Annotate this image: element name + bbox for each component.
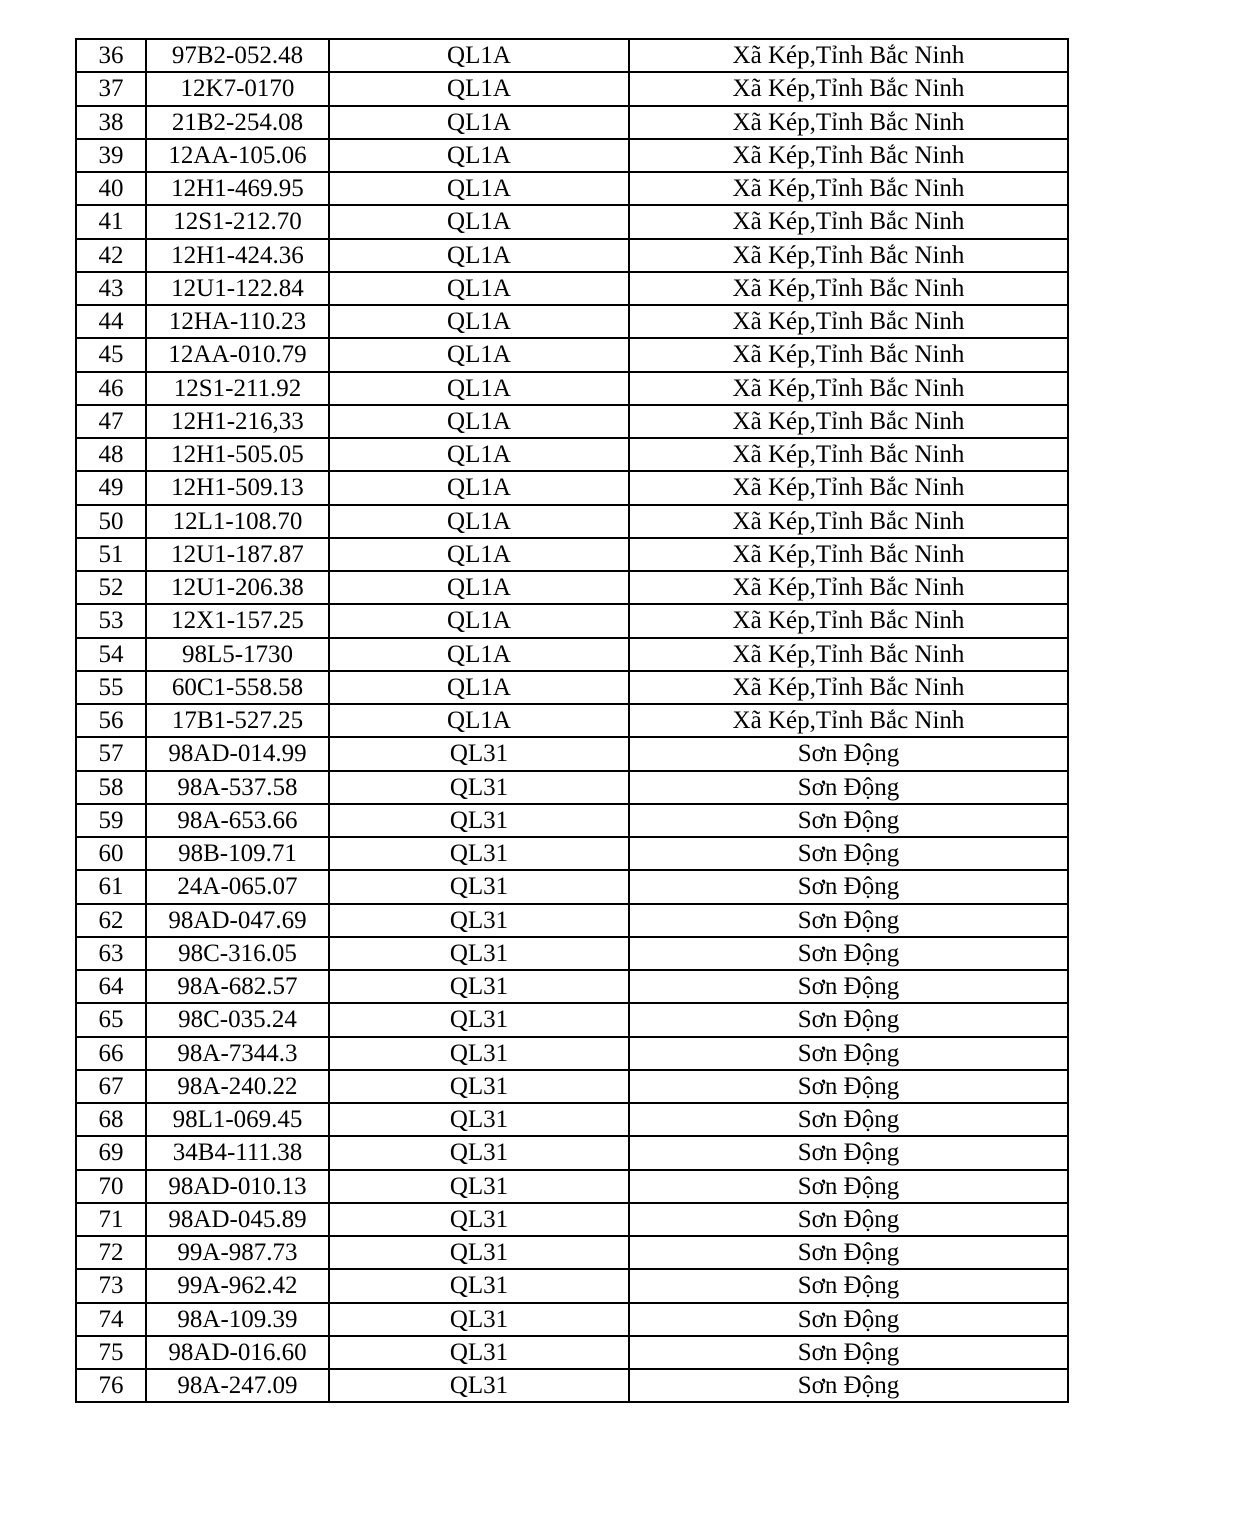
table-row bbox=[76, 505, 1068, 538]
road-cell: QL1A bbox=[329, 405, 629, 438]
location-cell: Sơn Động bbox=[629, 904, 1068, 937]
license-plate-cell: 98A-682.57 bbox=[146, 970, 329, 1003]
table-row bbox=[76, 438, 1068, 471]
table-row bbox=[76, 1136, 1068, 1169]
road-cell: QL1A bbox=[329, 205, 629, 238]
location-cell: Sơn Động bbox=[629, 937, 1068, 970]
road-cell: QL1A bbox=[329, 72, 629, 105]
row-number-cell: 60 bbox=[76, 837, 146, 870]
table-row bbox=[76, 1369, 1068, 1402]
road-cell: QL1A bbox=[329, 239, 629, 272]
location-cell: Sơn Động bbox=[629, 1369, 1068, 1402]
location-cell: Sơn Động bbox=[629, 1070, 1068, 1103]
row-number-cell: 39 bbox=[76, 139, 146, 172]
license-plate-cell: 24A-065.07 bbox=[146, 870, 329, 903]
location-cell: Sơn Động bbox=[629, 1336, 1068, 1369]
location-cell: Xã Kép,Tỉnh Bắc Ninh bbox=[629, 39, 1068, 72]
location-cell: Xã Kép,Tỉnh Bắc Ninh bbox=[629, 72, 1068, 105]
license-plate-cell: 21B2-254.08 bbox=[146, 106, 329, 139]
row-number-cell: 48 bbox=[76, 438, 146, 471]
location-cell: Xã Kép,Tỉnh Bắc Ninh bbox=[629, 505, 1068, 538]
license-plate-cell: 12AA-010.79 bbox=[146, 338, 329, 371]
license-plate-cell: 98B-109.71 bbox=[146, 837, 329, 870]
road-cell: QL31 bbox=[329, 837, 629, 870]
license-plate-cell: 99A-962.42 bbox=[146, 1269, 329, 1302]
license-plate-cell: 98C-035.24 bbox=[146, 1003, 329, 1036]
row-number-cell: 72 bbox=[76, 1236, 146, 1269]
license-plate-cell: 98AD-014.99 bbox=[146, 737, 329, 770]
row-number-cell: 61 bbox=[76, 870, 146, 903]
license-plate-cell: 12AA-105.06 bbox=[146, 139, 329, 172]
road-cell: QL1A bbox=[329, 704, 629, 737]
location-cell: Sơn Động bbox=[629, 1236, 1068, 1269]
table-row bbox=[76, 970, 1068, 1003]
license-plate-cell: 98A-247.09 bbox=[146, 1369, 329, 1402]
location-cell: Sơn Động bbox=[629, 1037, 1068, 1070]
road-cell: QL31 bbox=[329, 1236, 629, 1269]
row-number-cell: 70 bbox=[76, 1170, 146, 1203]
location-cell: Xã Kép,Tỉnh Bắc Ninh bbox=[629, 405, 1068, 438]
road-cell: QL1A bbox=[329, 139, 629, 172]
row-number-cell: 74 bbox=[76, 1303, 146, 1336]
table-row bbox=[76, 671, 1068, 704]
table-row bbox=[76, 1003, 1068, 1036]
row-number-cell: 37 bbox=[76, 72, 146, 105]
table-row bbox=[76, 604, 1068, 637]
row-number-cell: 45 bbox=[76, 338, 146, 371]
road-cell: QL31 bbox=[329, 1103, 629, 1136]
row-number-cell: 67 bbox=[76, 1070, 146, 1103]
table-row bbox=[76, 405, 1068, 438]
road-cell: QL31 bbox=[329, 1070, 629, 1103]
table-row bbox=[76, 638, 1068, 671]
table-row bbox=[76, 305, 1068, 338]
table-row bbox=[76, 538, 1068, 571]
row-number-cell: 73 bbox=[76, 1269, 146, 1302]
row-number-cell: 42 bbox=[76, 239, 146, 272]
location-cell: Xã Kép,Tỉnh Bắc Ninh bbox=[629, 272, 1068, 305]
table-row bbox=[76, 139, 1068, 172]
location-cell: Sơn Động bbox=[629, 1103, 1068, 1136]
vehicle-table-body bbox=[76, 39, 1068, 1402]
table-row bbox=[76, 1336, 1068, 1369]
row-number-cell: 63 bbox=[76, 937, 146, 970]
road-cell: QL31 bbox=[329, 1303, 629, 1336]
license-plate-cell: 34B4-111.38 bbox=[146, 1136, 329, 1169]
table-row bbox=[76, 1203, 1068, 1236]
license-plate-cell: 12H1-216,33 bbox=[146, 405, 329, 438]
location-cell: Sơn Động bbox=[629, 1136, 1068, 1169]
table-row bbox=[76, 272, 1068, 305]
road-cell: QL1A bbox=[329, 604, 629, 637]
row-number-cell: 62 bbox=[76, 904, 146, 937]
road-cell: QL1A bbox=[329, 471, 629, 504]
row-number-cell: 58 bbox=[76, 771, 146, 804]
table-row bbox=[76, 1236, 1068, 1269]
license-plate-cell: 17B1-527.25 bbox=[146, 704, 329, 737]
table-row bbox=[76, 804, 1068, 837]
license-plate-cell: 98L5-1730 bbox=[146, 638, 329, 671]
road-cell: QL31 bbox=[329, 970, 629, 1003]
row-number-cell: 49 bbox=[76, 471, 146, 504]
table-row bbox=[76, 1303, 1068, 1336]
road-cell: QL1A bbox=[329, 538, 629, 571]
row-number-cell: 54 bbox=[76, 638, 146, 671]
row-number-cell: 40 bbox=[76, 172, 146, 205]
table-row bbox=[76, 571, 1068, 604]
row-number-cell: 75 bbox=[76, 1336, 146, 1369]
license-plate-cell: 12H1-424.36 bbox=[146, 239, 329, 272]
row-number-cell: 69 bbox=[76, 1136, 146, 1169]
row-number-cell: 36 bbox=[76, 39, 146, 72]
license-plate-cell: 12HA-110.23 bbox=[146, 305, 329, 338]
row-number-cell: 71 bbox=[76, 1203, 146, 1236]
road-cell: QL1A bbox=[329, 39, 629, 72]
table-row bbox=[76, 837, 1068, 870]
vehicle-table bbox=[75, 38, 1069, 1403]
location-cell: Xã Kép,Tỉnh Bắc Ninh bbox=[629, 372, 1068, 405]
license-plate-cell: 98A-7344.3 bbox=[146, 1037, 329, 1070]
license-plate-cell: 12S1-211.92 bbox=[146, 372, 329, 405]
row-number-cell: 66 bbox=[76, 1037, 146, 1070]
row-number-cell: 51 bbox=[76, 538, 146, 571]
license-plate-cell: 12L1-108.70 bbox=[146, 505, 329, 538]
table-row bbox=[76, 1103, 1068, 1136]
license-plate-cell: 12K7-0170 bbox=[146, 72, 329, 105]
table-row bbox=[76, 937, 1068, 970]
location-cell: Xã Kép,Tỉnh Bắc Ninh bbox=[629, 638, 1068, 671]
license-plate-cell: 98A-537.58 bbox=[146, 771, 329, 804]
row-number-cell: 46 bbox=[76, 372, 146, 405]
road-cell: QL31 bbox=[329, 804, 629, 837]
road-cell: QL1A bbox=[329, 638, 629, 671]
road-cell: QL31 bbox=[329, 870, 629, 903]
location-cell: Sơn Động bbox=[629, 870, 1068, 903]
road-cell: QL31 bbox=[329, 904, 629, 937]
location-cell: Xã Kép,Tỉnh Bắc Ninh bbox=[629, 604, 1068, 637]
table-row bbox=[76, 771, 1068, 804]
road-cell: QL1A bbox=[329, 505, 629, 538]
license-plate-cell: 12X1-157.25 bbox=[146, 604, 329, 637]
row-number-cell: 52 bbox=[76, 571, 146, 604]
road-cell: QL1A bbox=[329, 671, 629, 704]
license-plate-cell: 97B2-052.48 bbox=[146, 39, 329, 72]
road-cell: QL31 bbox=[329, 1269, 629, 1302]
table-row bbox=[76, 1170, 1068, 1203]
row-number-cell: 57 bbox=[76, 737, 146, 770]
row-number-cell: 47 bbox=[76, 405, 146, 438]
road-cell: QL1A bbox=[329, 172, 629, 205]
road-cell: QL1A bbox=[329, 305, 629, 338]
table-row bbox=[76, 338, 1068, 371]
road-cell: QL31 bbox=[329, 1336, 629, 1369]
location-cell: Sơn Động bbox=[629, 1303, 1068, 1336]
table-row bbox=[76, 1269, 1068, 1302]
table-row bbox=[76, 704, 1068, 737]
license-plate-cell: 12H1-509.13 bbox=[146, 471, 329, 504]
road-cell: QL31 bbox=[329, 737, 629, 770]
location-cell: Sơn Động bbox=[629, 771, 1068, 804]
row-number-cell: 59 bbox=[76, 804, 146, 837]
row-number-cell: 44 bbox=[76, 305, 146, 338]
location-cell: Xã Kép,Tỉnh Bắc Ninh bbox=[629, 538, 1068, 571]
location-cell: Sơn Động bbox=[629, 804, 1068, 837]
road-cell: QL1A bbox=[329, 438, 629, 471]
location-cell: Sơn Động bbox=[629, 1269, 1068, 1302]
road-cell: QL31 bbox=[329, 1170, 629, 1203]
road-cell: QL1A bbox=[329, 106, 629, 139]
table-row bbox=[76, 72, 1068, 105]
row-number-cell: 55 bbox=[76, 671, 146, 704]
license-plate-cell: 98AD-010.13 bbox=[146, 1170, 329, 1203]
row-number-cell: 43 bbox=[76, 272, 146, 305]
table-row bbox=[76, 172, 1068, 205]
license-plate-cell: 12U1-206.38 bbox=[146, 571, 329, 604]
location-cell: Xã Kép,Tỉnh Bắc Ninh bbox=[629, 438, 1068, 471]
license-plate-cell: 60C1-558.58 bbox=[146, 671, 329, 704]
road-cell: QL1A bbox=[329, 372, 629, 405]
table-row bbox=[76, 471, 1068, 504]
license-plate-cell: 98A-653.66 bbox=[146, 804, 329, 837]
table-row bbox=[76, 39, 1068, 72]
location-cell: Xã Kép,Tỉnh Bắc Ninh bbox=[629, 305, 1068, 338]
location-cell: Xã Kép,Tỉnh Bắc Ninh bbox=[629, 704, 1068, 737]
location-cell: Xã Kép,Tỉnh Bắc Ninh bbox=[629, 106, 1068, 139]
location-cell: Sơn Động bbox=[629, 970, 1068, 1003]
table-row bbox=[76, 239, 1068, 272]
location-cell: Xã Kép,Tỉnh Bắc Ninh bbox=[629, 139, 1068, 172]
license-plate-cell: 12U1-122.84 bbox=[146, 272, 329, 305]
table-row bbox=[76, 737, 1068, 770]
row-number-cell: 53 bbox=[76, 604, 146, 637]
license-plate-cell: 98AD-045.89 bbox=[146, 1203, 329, 1236]
location-cell: Xã Kép,Tỉnh Bắc Ninh bbox=[629, 571, 1068, 604]
location-cell: Xã Kép,Tỉnh Bắc Ninh bbox=[629, 671, 1068, 704]
road-cell: QL31 bbox=[329, 1203, 629, 1236]
table-row bbox=[76, 1070, 1068, 1103]
license-plate-cell: 12H1-469.95 bbox=[146, 172, 329, 205]
location-cell: Xã Kép,Tỉnh Bắc Ninh bbox=[629, 471, 1068, 504]
location-cell: Xã Kép,Tỉnh Bắc Ninh bbox=[629, 172, 1068, 205]
row-number-cell: 41 bbox=[76, 205, 146, 238]
location-cell: Xã Kép,Tỉnh Bắc Ninh bbox=[629, 338, 1068, 371]
table-row bbox=[76, 870, 1068, 903]
license-plate-cell: 12S1-212.70 bbox=[146, 205, 329, 238]
table-row bbox=[76, 1037, 1068, 1070]
row-number-cell: 76 bbox=[76, 1369, 146, 1402]
row-number-cell: 68 bbox=[76, 1103, 146, 1136]
table-row bbox=[76, 372, 1068, 405]
row-number-cell: 56 bbox=[76, 704, 146, 737]
road-cell: QL1A bbox=[329, 272, 629, 305]
road-cell: QL1A bbox=[329, 571, 629, 604]
location-cell: Xã Kép,Tỉnh Bắc Ninh bbox=[629, 239, 1068, 272]
road-cell: QL31 bbox=[329, 1136, 629, 1169]
table-row bbox=[76, 106, 1068, 139]
location-cell: Sơn Động bbox=[629, 837, 1068, 870]
location-cell: Sơn Động bbox=[629, 1203, 1068, 1236]
license-plate-cell: 98AD-047.69 bbox=[146, 904, 329, 937]
license-plate-cell: 12H1-505.05 bbox=[146, 438, 329, 471]
location-cell: Sơn Động bbox=[629, 1170, 1068, 1203]
license-plate-cell: 98L1-069.45 bbox=[146, 1103, 329, 1136]
road-cell: QL31 bbox=[329, 1003, 629, 1036]
road-cell: QL1A bbox=[329, 338, 629, 371]
row-number-cell: 50 bbox=[76, 505, 146, 538]
road-cell: QL31 bbox=[329, 771, 629, 804]
table-row bbox=[76, 205, 1068, 238]
license-plate-cell: 98A-240.22 bbox=[146, 1070, 329, 1103]
row-number-cell: 65 bbox=[76, 1003, 146, 1036]
location-cell: Xã Kép,Tỉnh Bắc Ninh bbox=[629, 205, 1068, 238]
row-number-cell: 64 bbox=[76, 970, 146, 1003]
table-row bbox=[76, 904, 1068, 937]
location-cell: Sơn Động bbox=[629, 737, 1068, 770]
license-plate-cell: 98AD-016.60 bbox=[146, 1336, 329, 1369]
road-cell: QL31 bbox=[329, 1369, 629, 1402]
road-cell: QL31 bbox=[329, 937, 629, 970]
license-plate-cell: 99A-987.73 bbox=[146, 1236, 329, 1269]
row-number-cell: 38 bbox=[76, 106, 146, 139]
road-cell: QL31 bbox=[329, 1037, 629, 1070]
license-plate-cell: 12U1-187.87 bbox=[146, 538, 329, 571]
license-plate-cell: 98A-109.39 bbox=[146, 1303, 329, 1336]
location-cell: Sơn Động bbox=[629, 1003, 1068, 1036]
license-plate-cell: 98C-316.05 bbox=[146, 937, 329, 970]
